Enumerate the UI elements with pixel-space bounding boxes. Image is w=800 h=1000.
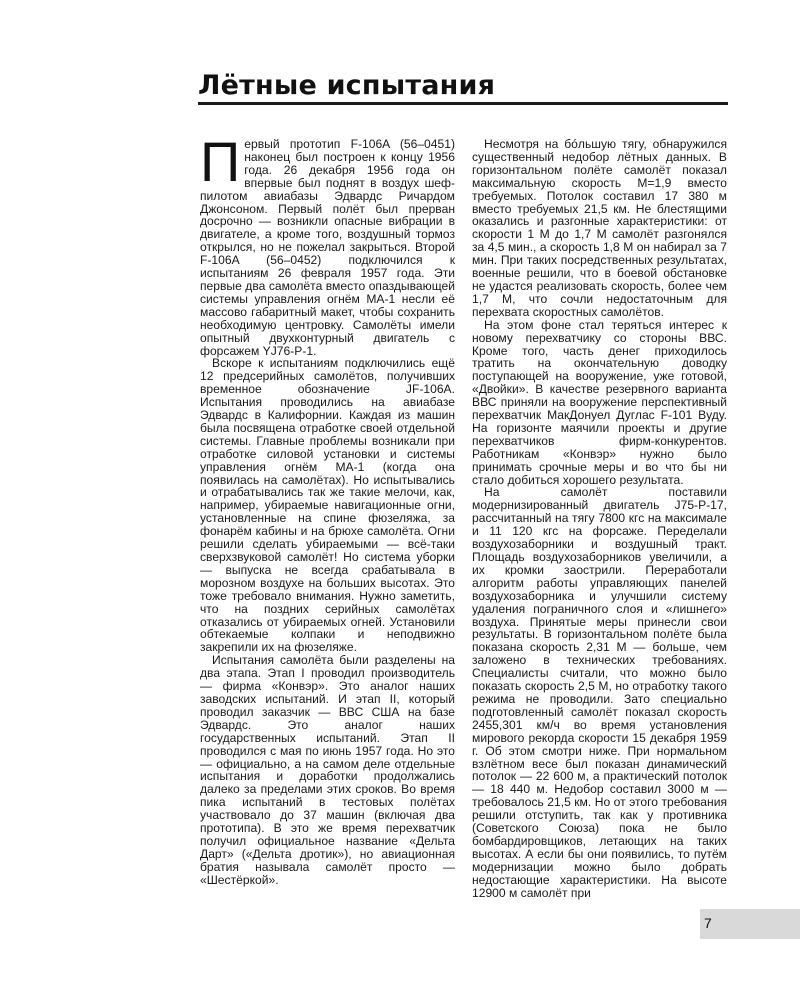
paragraph: На самолёт поставили модернизированный двигатель J75-P-17, рассчитанный на тягу 7800 кгс на максимале и 11 120 кгс на форсаже. Переделали воздухозаборники и воздушный тракт. Площадь воздухозаборников увеличили, а их кромки заострили. Переработали алгоритм работы управляющих панелей воздухозаборника и улучшили систему удаления пограничного слоя и «лишнего» воздуха. Принятые меры принесли свои результаты. В горизонтальном полёте была показана скорость 2,31 М — больше, чем заложено в технических требованиях. Специалисты считали, что можно было показать скорость 2,5 М, но отработку такого режима не проводили. Зато специально подготовленный самолёт показал скорость 2455,301 км/ч во время установления мирового рекорда скорости 15 декабря 1959 г. Об этом смотри ниже. При нормальном взлётном весе был показан динамический потолок — 22 600 м, а практический потолок — 18 440 м. Недобор составил 3000 м — требовалось 21,5 км. Но от этого требования решили отступить, так как у противника (Советского Союза) пока не было бомбардировщиков, летающих на таких высотах. А если бы они появились, то путём модернизации можно было добрать недостающие характеристики. На высоте 12900 м самолёт при [472, 485, 727, 900]
right-column [472, 138, 727, 899]
drop-cap: П [200, 130, 241, 193]
paragraph: На этом фоне стал теряться интерес к новому перехватчику со стороны ВВС. Кроме того, часть денег приходилось тратить на окончательную доводку поступающей на вооружение, уже готовой, «Двойки». В качестве резервного варианта ВВС приняли на вооружение перспективный перехватчик МакДонуел Дуглас F-101 Вуду. На горизонте маячили проекты и другие перехватчиков фирм-конкурентов. Работникам «Конвэр» нужно было принимать срочные меры и во что бы ни стало добиться хорошего результата. [472, 317, 727, 487]
paragraph: Испытания самолёта были разделены на два этапа. Этап I проводил производитель — фирма «Конвэр». Это аналог наших заводских испытаний. И этап II, который проводил заказчик — ВВС США на базе Эдвардс. Это аналог наших государственных испытаний. Этап II проводился с мая по июнь 1957 года. Но это — официально, а на самом деле отдельные испытания и доработки продолжались далеко за пределами этих сроков. Во время пика испытаний в тестовых полётах участвовало до 37 машин (включая два прототипа). В это же время перехватчик получил официальное название «Дельта Дарт» («Дельта дротик»), но авиационная братия называла самолёт просто — «Шестёркой». [200, 653, 455, 887]
page-number: 7 [704, 915, 712, 931]
page-number-tab [700, 909, 800, 939]
paragraph [200, 130, 455, 358]
title-rule [198, 102, 728, 105]
page-title: Лётные испытания [198, 70, 496, 101]
paragraph-text: ервый прототип F-106A (56–0451) наконец был построен к концу 1956 года. 26 декабря 1956 года он впервые был поднят в воздух шеф-пилотом авиабазы Эдвардс Ричардом Джонсоном. Первый полёт был прерван досрочно — возникли опасные вибрации в двигателе, а кроме того, воздушный тормоз открылся, но не пожелал закрыться. Второй F-106A (56–0452) подключился к испытаниям 26 февраля 1957 года. Эти первые два самолёта вместо опаздывающей системы управления огнём MA-1 несли её массово габаритный макет, чтобы сохранить необходимую центровку. Самолёты имели опытный двухконтурный двигатель с форсажем YJ76-P-1. [200, 137, 455, 358]
left-column [200, 130, 455, 887]
paragraph: Несмотря на бóльшую тягу, обнаружился существенный недобор лётных данных. В горизонтальном полёте самолёт показал максимальную скорость M=1,9 вместо требуемых. Потолок составил 17 380 м вместо требуемых 21,5 км. Не блестящими оказались и разгонные характеристики: от скорости 1 М до 1,7 М самолёт разгонялся за 4,5 мин., а скорость 1,8 М он набирал за 7 мин. При таких посредственных результатах, военные решили, что в боевой обстановке не удастся реализовать скорость, более чем 1,7 М, что сочли недостаточным для перехвата скоростных самолётов. [472, 137, 727, 319]
paragraph: Вскоре к испытаниям подключились ещё 12 предсерийных самолётов, получивших временное обозначение JF-106A. Испытания проводились на авиабазе Эдвардс в Калифорнии. Каждая из машин была посвящена отработке своей отдельной системы. Главные проблемы возникали при отработке силовой установки и системы управления огнём MA-1 (когда она появилась на самолётах). Но испытывались и отрабатывались так же такие мелочи, как, например, убираемые навигационные огни, установленные на спине фюзеляжа, за фонарём кабины и на брюхе самолёта. Огни решили сделать убираемыми — всё-таки сверхзвуковой самолёт! Но система уборки — выпуска не всегда срабатывала в морозном воздухе на больших высотах. Это тоже требовало внимания. Нужно заметить, что на поздних серийных самолётах отказались от убираемых огней. Установили обтекаемые колпаки и неподвижно закрепили их на фюзеляже. [200, 356, 455, 655]
